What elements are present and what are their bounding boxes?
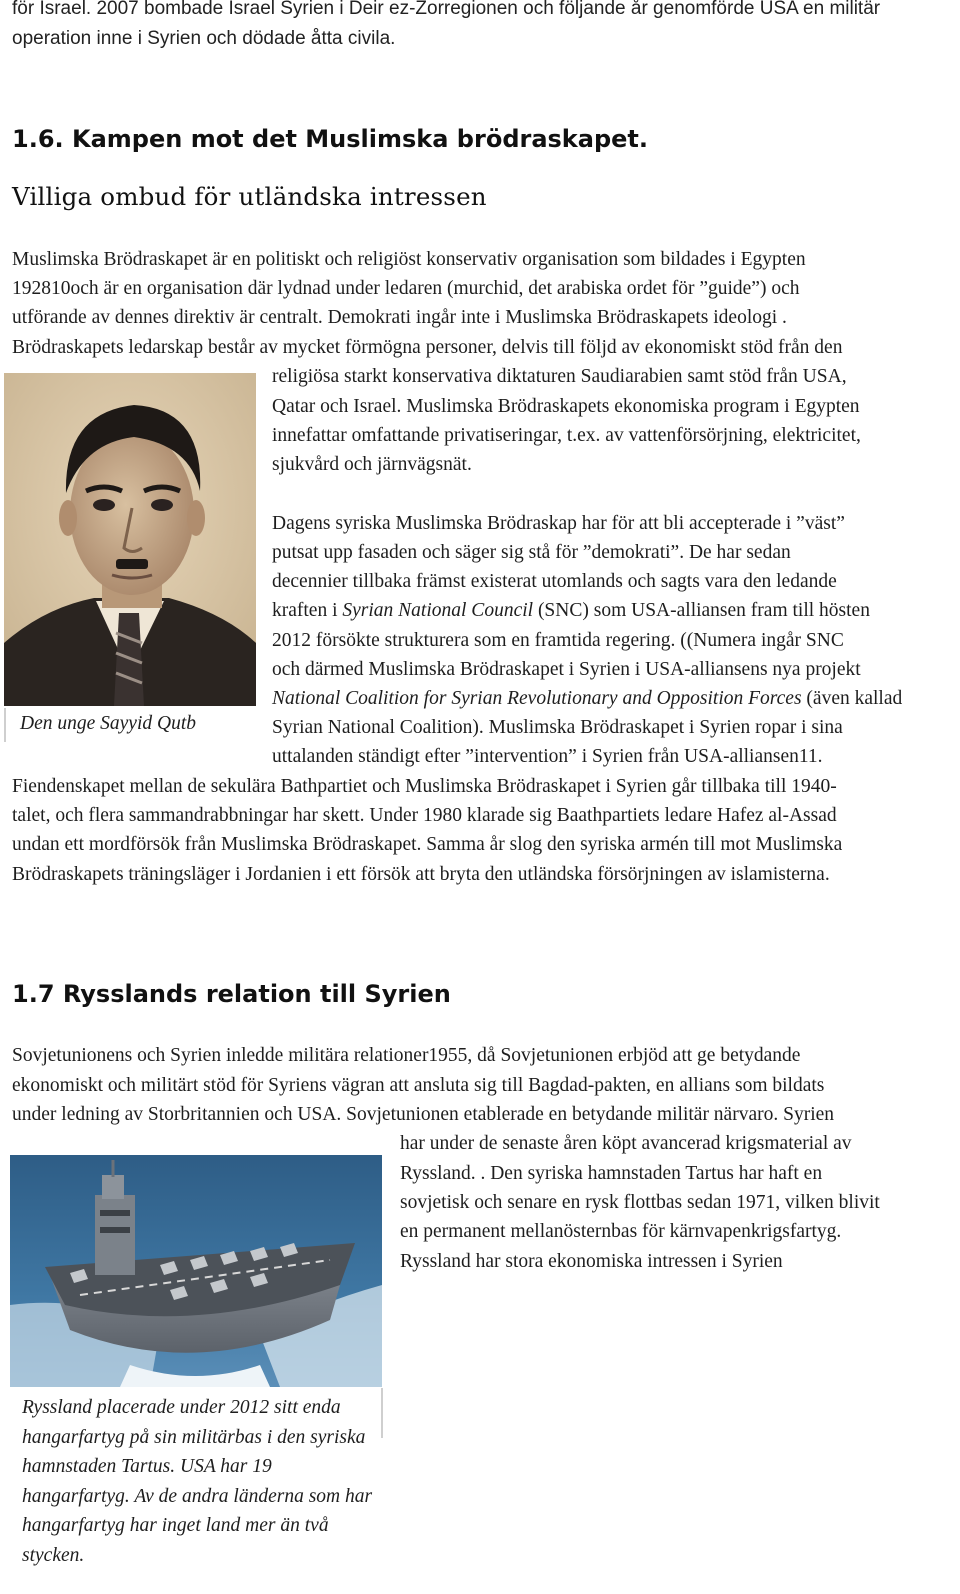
coalition-name: National Coalition for Syrian Revolutionary and Opposition Forces <box>272 688 802 709</box>
caption-divider <box>4 708 6 742</box>
continuation-line-2: operation inne i Syrien och dödade åtta civila. <box>12 28 396 49</box>
closing-line-2: talet, och flera sammandrabbningar har skett. Under 1980 klarade sig Baathpartiets ledare Hafez al-Assad <box>12 805 837 826</box>
wrap2-line-2: putsat upp fasaden och säger sig stå för ”demokrati”. De har sedan <box>272 542 791 563</box>
snc-name: Syrian National Council <box>342 600 534 621</box>
s17-wrap-line-2: Ryssland. . Den syriska hamnstaden Tartus har haft en <box>400 1163 823 1184</box>
wrap2-line-4-b: (SNC) som USA-alliansen fram till hösten <box>533 600 870 621</box>
s17-wrap-line-5: Ryssland har stora ekonomiska intressen i Syrien <box>400 1251 783 1272</box>
wrap1-line-2: Qatar och Israel. Muslimska Brödraskapets ekonomiska program i Egypten <box>272 396 860 417</box>
intro-line-3: utförande av dennes direktiv är centralt. Demokrati ingår inte i Muslimska Brödraskapets ideologi . <box>12 307 787 328</box>
wrap1-line-1: religiösa starkt konservativa diktaturen Saudiarabien samt stöd från USA, <box>272 366 847 387</box>
wrap2-line-8: Syrian National Coalition). Muslimska Brödraskapet i Syrien ropar i sina <box>272 717 843 738</box>
s17-line-3: under ledning av Storbritannien och USA. Sovjetunionen etablerade en betydande militär närvaro. Syrien <box>12 1104 835 1125</box>
wrap2-line-5: 2012 försökte strukturera som en framtida regering. ((Numera ingår SNC <box>272 630 844 651</box>
section-heading-1-6: 1.6. Kampen mot det Muslimska brödraskapet. <box>12 125 649 153</box>
wrap2-line-1: Dagens syriska Muslimska Brödraskap har för att bli accepterade i ”väst” <box>272 513 845 534</box>
wrap1-line-3: innefattar omfattande privatiseringar, t.ex. av vattenförsörjning, elektricitet, <box>272 425 861 446</box>
section-subheading: Villiga ombud för utländska intressen <box>12 182 487 211</box>
s17-wrap-line-4: en permanent mellanösternbas för kärnvapenkrigsfartyg. <box>400 1221 842 1242</box>
carrier-caption-line-5: hangarfartyg har inget land mer än två <box>22 1515 329 1536</box>
aircraft-carrier-photo <box>10 1155 382 1387</box>
portrait-photo <box>4 373 256 706</box>
s17-wrap-line-3: sovjetisk och senare en rysk flottbas sedan 1971, vilken blivit <box>400 1192 880 1213</box>
carrier-caption-line-6: stycken. <box>22 1545 85 1566</box>
carrier-caption-divider <box>381 1388 383 1438</box>
wrap2-line-7-b: (även kallad <box>801 688 903 709</box>
intro-line-2: 192810och är en organisation där lydnad under ledaren (murchid, det arabiska ordet för ”guide”) och <box>12 278 800 299</box>
s17-wrap-line-1: har under de senaste åren köpt avancerad krigsmaterial av <box>400 1133 852 1154</box>
carrier-caption-line-2: hangarfartyg på sin militärbas i den syriska <box>22 1427 366 1448</box>
wrap2-line-3: decennier tillbaka främst existerat utomlands och sagts vara den ledande <box>272 571 837 592</box>
continuation-line-1: för Israel. 2007 bombade Israel Syrien i Deir ez-Zorregionen och följande år genomförde USA en militär <box>12 0 881 19</box>
wrap2-line-4 <box>272 596 870 626</box>
wrap2-line-7 <box>272 684 902 714</box>
section-heading-1-7: 1.7 Rysslands relation till Syrien <box>12 980 451 1008</box>
wrap2-line-6: och därmed Muslimska Brödraskapet i Syrien i USA-alliansens nya projekt <box>272 659 861 680</box>
intro-line-4: Brödraskapets ledarskap består av mycket förmögna personer, delvis till följd av ekonomiskt stöd från den <box>12 337 843 358</box>
wrap2-line-4-a: kraften i <box>272 600 343 621</box>
portrait-caption: Den unge Sayyid Qutb <box>20 713 196 734</box>
carrier-caption-line-1: Ryssland placerade under 2012 sitt enda <box>22 1397 341 1418</box>
closing-line-3: undan ett mordförsök från Muslimska Brödraskapet. Samma år slog den syriska armén till mot Muslimska <box>12 834 843 855</box>
closing-line-4: Brödraskapets träningsläger i Jordanien i ett försök att bryta den utländska försörjningen av islamisterna. <box>12 864 830 885</box>
carrier-caption-line-4: hangarfartyg. Av de andra länderna som har <box>22 1486 373 1507</box>
closing-line-1: Fiendenskapet mellan de sekulära Bathpartiet och Muslimska Brödraskapet i Syrien går tillbaka till 1940- <box>12 776 837 797</box>
s17-line-2: ekonomiskt och militärt stöd för Syriens vägran att ansluta sig till Bagdad-pakten, en allians som bildats <box>12 1075 825 1096</box>
carrier-caption-line-3: hamnstaden Tartus. USA har 19 <box>22 1456 272 1477</box>
wrap1-line-4: sjukvård och järnvägsnät. <box>272 454 472 475</box>
wrap2-line-9: uttalanden ständigt efter ”intervention” i Syrien från USA-alliansen11. <box>272 746 823 767</box>
s17-line-1: Sovjetunionens och Syrien inledde militära relationer1955, då Sovjetunionen erbjöd att ge betydande <box>12 1045 801 1066</box>
intro-line-1: Muslimska Brödraskapet är en politiskt och religiöst konservativ organisation som bildades i Egypten <box>12 249 806 270</box>
